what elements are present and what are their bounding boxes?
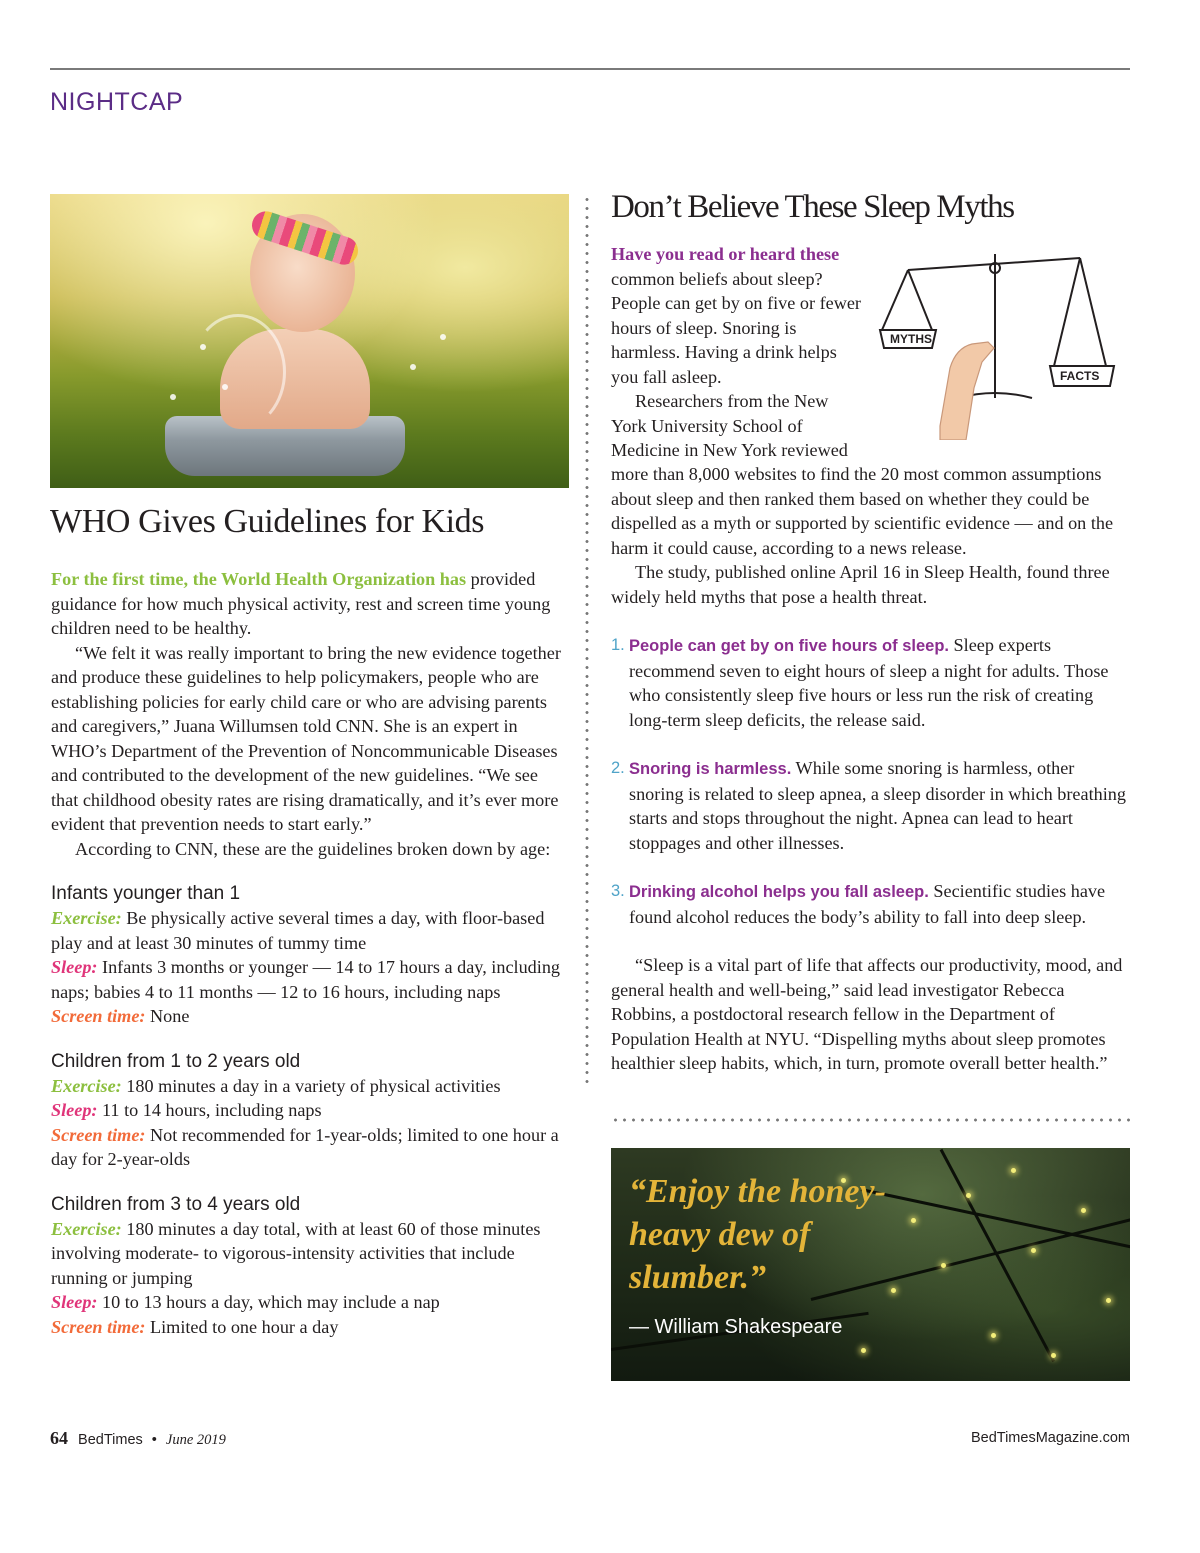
screen-time-line — [51, 1315, 566, 1340]
researchers-paragraph-start: Researchers from the New York University School of Medicine in New York reviewed — [611, 391, 848, 460]
myth-item — [611, 633, 1126, 732]
who-article-title: WHO Gives Guidelines for Kids — [50, 503, 485, 540]
shakespeare-attribution: — William Shakespeare — [629, 1316, 843, 1338]
magazine-name: BedTimes — [78, 1432, 143, 1448]
screen-time-line — [51, 1123, 566, 1172]
myth-heading: Snoring is harmless. — [629, 760, 792, 778]
myth-text: While some snoring is harmless, other snoring is related to sleep apnea, a sleep disorder in which breathing starts and stops throughout the night. Apnea can lead to heart stoppages and other illnesses. — [629, 758, 1126, 853]
exercise-line — [51, 1074, 566, 1099]
screen-time-label: Screen time: — [51, 1124, 146, 1145]
screen-time-label: Screen time: — [51, 1006, 146, 1026]
age-group-1-2 — [51, 1050, 566, 1172]
firefly — [966, 1193, 971, 1198]
exercise-label: Exercise: — [51, 1218, 122, 1239]
robbins-quote-paragraph: “Sleep is a vital part of life that affects our productivity, mood, and general health and well-being,” said lead investigator Rebecca Robbins, a postdoctoral research fellow in the Department of Population Health at NYU. “Dispelling myths about sleep promotes healthier sleep habits, which, in turn, promote overall better health.” — [611, 955, 1123, 1073]
myth-item — [611, 756, 1126, 855]
researchers-paragraph-rest: more than 8,000 websites to find the 20 most common assumptions about sleep and then ranked them based on whether they could be dispelled as a myth or supported by scientific evidence — and on the harm it could cause, according to a news release. — [611, 464, 1114, 558]
sleep-label: Sleep: — [51, 957, 98, 977]
facts-scale-label: FACTS — [1060, 369, 1100, 383]
firefly — [1106, 1298, 1111, 1303]
myths-list — [611, 633, 1126, 929]
sleep-text: Infants 3 months or younger — 14 to 17 hours a day, including naps; babies 4 to 11 months — 12 to 16 hours, including naps — [51, 957, 561, 1002]
sleep-label: Sleep: — [51, 1292, 98, 1312]
myth-heading: Drinking alcohol helps you fall asleep. — [629, 883, 929, 901]
firefly — [1081, 1208, 1086, 1213]
study-paragraph: The study, published online April 16 in Sleep Health, found three widely held myths that pose a health threat. — [611, 562, 1110, 607]
myths-facts-scale-illustration — [870, 248, 1132, 440]
water-splash — [190, 314, 286, 430]
sleep-line — [51, 955, 566, 1004]
exercise-text: 180 minutes a day total, with at least 60 of those minutes involving moderate- to vigorous-intensity activities that include running or jumping — [51, 1218, 541, 1288]
myth-heading: People can get by on five hours of sleep. — [629, 637, 949, 655]
screen-time-line — [51, 1004, 566, 1029]
water-droplet — [410, 364, 416, 370]
column-divider — [585, 195, 589, 1085]
sleep-text: 11 to 14 hours, including naps — [102, 1100, 322, 1120]
page-number: 64 — [50, 1428, 68, 1448]
firefly-forest-image — [611, 1148, 1130, 1381]
section-label: NIGHTCAP — [50, 88, 184, 116]
myth-number: 3. — [611, 882, 625, 900]
top-rule — [50, 68, 1130, 70]
tree-branch — [940, 1149, 1055, 1362]
exercise-text: 180 minutes a day in a variety of physical activities — [126, 1075, 501, 1096]
who-intro-paragraph — [51, 567, 566, 641]
sleep-line — [51, 1098, 566, 1123]
footer-folio — [50, 1428, 226, 1449]
screen-time-text: None — [150, 1006, 190, 1026]
myths-lead-in: Have you read or heard these — [611, 244, 840, 264]
water-droplet — [200, 344, 206, 350]
myths-intro-block — [611, 242, 861, 463]
age-group-3-4 — [51, 1193, 566, 1340]
bullet-separator: • — [151, 1432, 157, 1448]
screen-time-text: Not recommended for 1-year-olds; limited to one hour a day for 2-year-olds — [51, 1124, 559, 1169]
myth-number: 2. — [611, 759, 625, 777]
water-droplet — [440, 334, 446, 340]
who-lead-in: For the first time, the World Health Organization has — [51, 569, 467, 589]
who-guidelines-intro: According to CNN, these are the guidelines broken down by age: — [75, 838, 551, 859]
myths-intro-text: common beliefs about sleep? People can get by on five or fewer hours of sleep. Snoring is harmless. Having a drink helps you fall asleep. — [611, 268, 861, 387]
who-intro-text: provided guidance for how much physical activity, rest and screen time young children need to be healthy. — [51, 569, 551, 638]
exercise-text: Be physically active several times a day, with floor-based play and at least 30 minutes of tummy time — [51, 908, 545, 953]
myths-scale-label: MYTHS — [890, 332, 932, 346]
who-article-body — [51, 567, 566, 1339]
water-droplet — [170, 394, 176, 400]
screen-time-text: Limited to one hour a day — [150, 1316, 339, 1337]
exercise-label: Exercise: — [51, 1075, 122, 1096]
age-group-heading: Infants younger than 1 — [51, 883, 241, 904]
myth-item — [611, 879, 1126, 929]
screen-time-label: Screen time: — [51, 1316, 146, 1337]
age-group-infants — [51, 882, 566, 1029]
exercise-line — [51, 906, 566, 955]
age-group-heading: Children from 1 to 2 years old — [51, 1050, 301, 1072]
myths-article-body — [611, 462, 1126, 1076]
sleep-line — [51, 1290, 566, 1315]
who-quote-paragraph: “We felt it was really important to bring the new evidence together and produce these guidelines to help policymakers, people who are establishing policies for early child care or who are advising parents and caregivers,” Juana Willumsen told CNN. She is an expert in WHO’s Department of the Prevention of Noncommunicable Diseases and contributed to the development of the new guidelines. “We see that childhood obesity rates are rising dramatically, and it’s ever more evident that prevention needs to start early.” — [51, 642, 561, 834]
firefly — [861, 1348, 866, 1353]
firefly — [991, 1333, 996, 1338]
firefly — [911, 1218, 916, 1223]
myth-number: 1. — [611, 636, 625, 654]
exercise-label: Exercise: — [51, 908, 122, 928]
exercise-line — [51, 1217, 566, 1291]
firefly — [891, 1288, 896, 1293]
sleep-label: Sleep: — [51, 1100, 98, 1120]
water-droplet — [222, 384, 228, 390]
firefly — [1051, 1353, 1056, 1358]
firefly — [1011, 1168, 1016, 1173]
tree-branch — [861, 1188, 1130, 1249]
sleep-text: 10 to 13 hours a day, which may include a nap — [102, 1292, 440, 1312]
age-group-heading: Children from 3 to 4 years old — [51, 1193, 301, 1215]
myths-intro-paragraph — [611, 242, 861, 389]
firefly — [1031, 1248, 1036, 1253]
shakespeare-quote: “Enjoy the honey-heavy dew of slumber.” — [629, 1173, 886, 1296]
section-divider — [611, 1118, 1131, 1122]
issue-date: June 2019 — [165, 1432, 226, 1448]
website-url: BedTimesMagazine.com — [970, 1430, 1130, 1446]
myth-text: Sleep experts recommend seven to eight hours of sleep a night for adults. Those who consistently sleep five hours or less run the risk of creating long-term sleep deficits, the release said. — [629, 635, 1109, 730]
baby-photo — [50, 194, 569, 488]
myths-article-title: Don’t Believe These Sleep Myths — [611, 189, 1014, 225]
myth-text: Secientific studies have found alcohol reduces the body’s ability to fall into deep sleep. — [629, 881, 1106, 927]
firefly — [941, 1263, 946, 1268]
